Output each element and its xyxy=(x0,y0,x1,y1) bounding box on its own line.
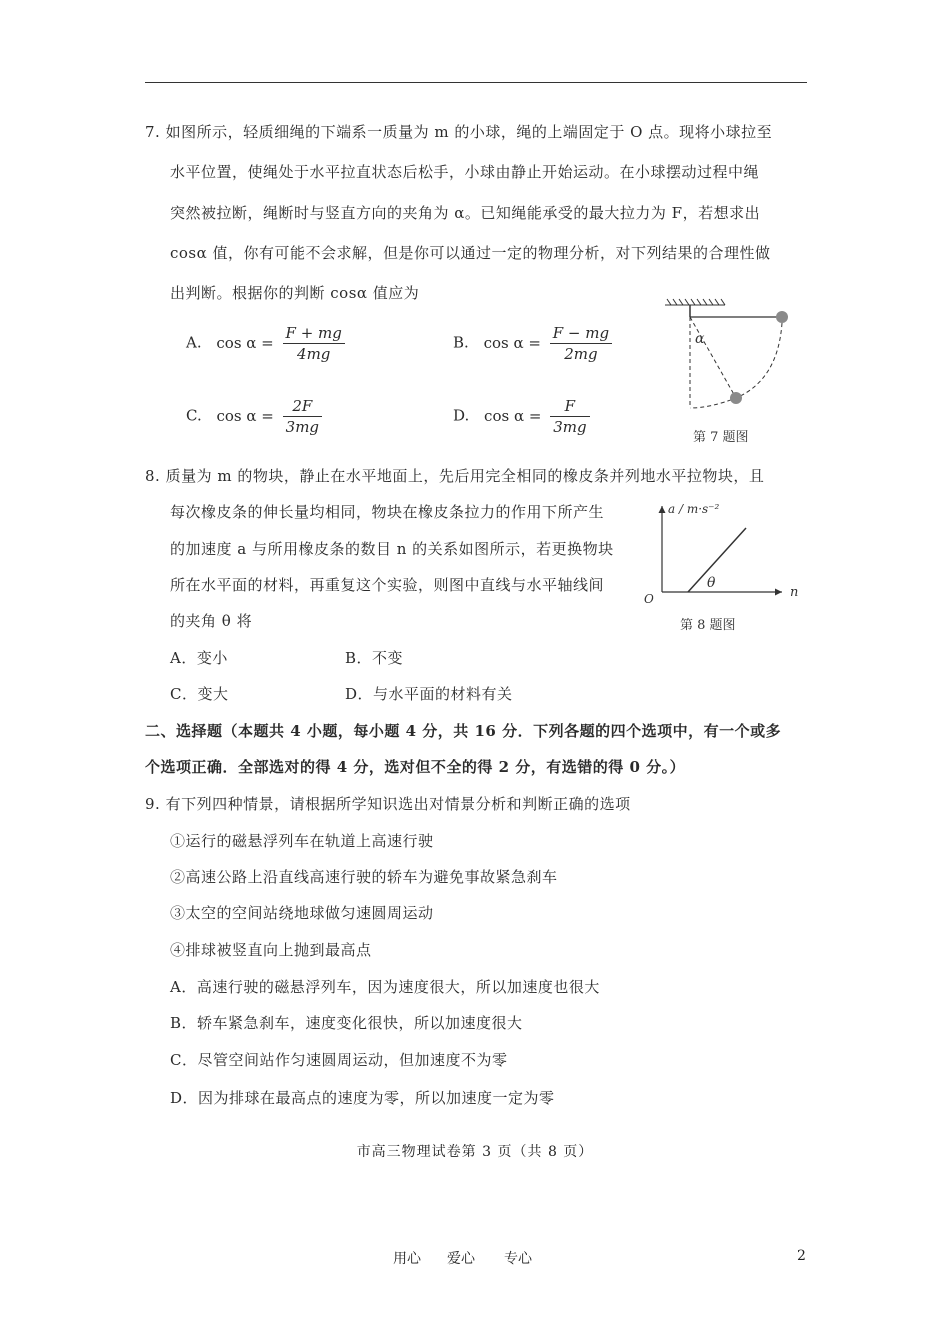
q7-option-d xyxy=(453,397,590,436)
q7-option-b-numerator: F − mg xyxy=(550,324,612,344)
q8-graph-figure xyxy=(640,496,810,606)
ball-break xyxy=(730,392,742,404)
q7-option-c xyxy=(186,397,322,436)
q7-option-d-lhs: cos α = xyxy=(484,406,542,425)
q7-option-d-fraction xyxy=(550,397,589,436)
q7-option-c-denominator: 3mg xyxy=(285,418,320,436)
q9-scenario-2: ②高速公路上沿直线高速行驶的轿车为避免事故紧急刹车 xyxy=(170,868,558,886)
q9-scenario-4: ④排球被竖直向上抛到最高点 xyxy=(170,941,372,959)
q7-line-2: 水平位置，使绳处于水平拉直状态后松手，小球由静止开始运动。在小球摆动过程中绳 xyxy=(170,163,760,181)
q9-option-a: A．高速行驶的磁悬浮列车，因为速度很大，所以加速度也很大 xyxy=(170,978,600,996)
q7-option-d-label: D. xyxy=(453,406,470,425)
q8-option-c: C．变大 xyxy=(170,685,229,703)
data-line xyxy=(688,528,746,592)
q8-line-5: 的夹角 θ 将 xyxy=(170,612,253,630)
ball-start xyxy=(776,311,788,323)
q7-option-d-denominator: 3mg xyxy=(553,418,587,436)
q7-option-c-numerator: 2F xyxy=(283,397,322,417)
q8-option-b: B．不变 xyxy=(345,649,404,667)
q7-option-b xyxy=(453,324,612,363)
q9-option-b: B．轿车紧急刹车，速度变化很快，所以加速度很大 xyxy=(170,1014,523,1032)
q8-figure-caption: 第 8 题图 xyxy=(680,618,736,633)
slogan-2: 爱心 xyxy=(447,1251,475,1267)
q8-option-d: D．与水平面的材料有关 xyxy=(345,685,513,703)
q8-origin-label: O xyxy=(644,592,654,606)
q7-line-5: 出判断。根据你的判断 cosα 值应为 xyxy=(170,284,420,302)
q7-option-b-lhs: cos α = xyxy=(483,333,541,352)
q8-y-axis-label: a / m·s⁻² xyxy=(668,502,720,516)
ceiling-hatch xyxy=(665,299,725,305)
q7-figure-caption: 第 7 题图 xyxy=(693,430,749,445)
q7-line-3: 突然被拉断，绳断时与竖直方向的夹角为 α。已知绳能承受的最大拉力为 F，若想求出 xyxy=(170,204,761,222)
page-number: 2 xyxy=(797,1248,806,1264)
header-rule xyxy=(145,82,807,83)
q8-line-3: 的加速度 a 与所用橡皮条的数目 n 的关系如图所示，若更换物块 xyxy=(170,540,614,558)
q7-option-c-lhs: cos α = xyxy=(216,406,274,425)
rope-at-break xyxy=(690,317,736,398)
slogan-1: 用心 xyxy=(393,1251,421,1267)
q7-pendulum-figure xyxy=(650,295,810,420)
section-2-line-2: 个选项正确．全部选对的得 4 分，选对但不全的得 2 分，有选错的得 0 分。） xyxy=(145,758,686,776)
slogan-3: 专心 xyxy=(504,1251,532,1267)
q7-option-b-denominator: 2mg xyxy=(564,345,598,363)
q7-angle-label: α xyxy=(695,331,705,347)
q8-x-axis-label: n xyxy=(790,585,799,600)
q7-line-4: cosα 值，你有可能不会求解，但是你可以通过一定的物理分析，对下列结果的合理性做 xyxy=(170,244,771,262)
q7-option-a-fraction xyxy=(283,324,345,363)
q7-line-1: 7. 如图所示，轻质细绳的下端系一质量为 m 的小球，绳的上端固定于 O 点。现将小球拉至 xyxy=(145,123,773,141)
section-2-line-1: 二、选择题（本题共 4 小题，每小题 4 分，共 16 分．下列各题的四个选项中，有一个或多 xyxy=(145,722,782,740)
q8-line-1: 8. 质量为 m 的物块，静止在水平地面上，先后用完全相同的橡皮条并列地水平拉物块，且 xyxy=(145,467,765,485)
q8-option-a: A．变小 xyxy=(170,649,228,667)
q7-option-b-label: B. xyxy=(453,333,469,352)
q9-option-c: C．尽管空间站作匀速圆周运动，但加速度不为零 xyxy=(170,1051,508,1069)
q9-stem: 9. 有下列四种情景，请根据所学知识选出对情景分析和判断正确的选项 xyxy=(145,795,631,813)
q9-option-d: D．因为排球在最高点的速度为零，所以加速度一定为零 xyxy=(170,1089,555,1107)
q9-scenario-3: ③太空的空间站绕地球做匀速圆周运动 xyxy=(170,904,434,922)
q7-option-c-label: C. xyxy=(186,406,202,425)
q7-option-a-label: A. xyxy=(186,333,202,352)
q8-line-4: 所在水平面的材料，再重复这个实验，则图中直线与水平轴线间 xyxy=(170,576,605,594)
q7-option-d-numerator: F xyxy=(550,397,589,417)
q7-option-b-fraction xyxy=(550,324,612,363)
q7-option-c-fraction xyxy=(283,397,322,436)
q9-scenario-1: ①运行的磁悬浮列车在轨道上高速行驶 xyxy=(170,832,434,850)
exam-page-footer: 市高三物理试卷第 3 页（共 8 页） xyxy=(356,1144,594,1160)
q7-option-a-numerator: F + mg xyxy=(283,324,345,344)
q7-option-a-lhs: cos α = xyxy=(216,333,274,352)
q7-option-a xyxy=(186,324,345,363)
q7-option-a-denominator: 4mg xyxy=(297,345,331,363)
q8-line-2: 每次橡皮条的伸长量均相同，物块在橡皮条拉力的作用下所产生 xyxy=(170,503,605,521)
q8-angle-label: θ xyxy=(707,575,716,591)
